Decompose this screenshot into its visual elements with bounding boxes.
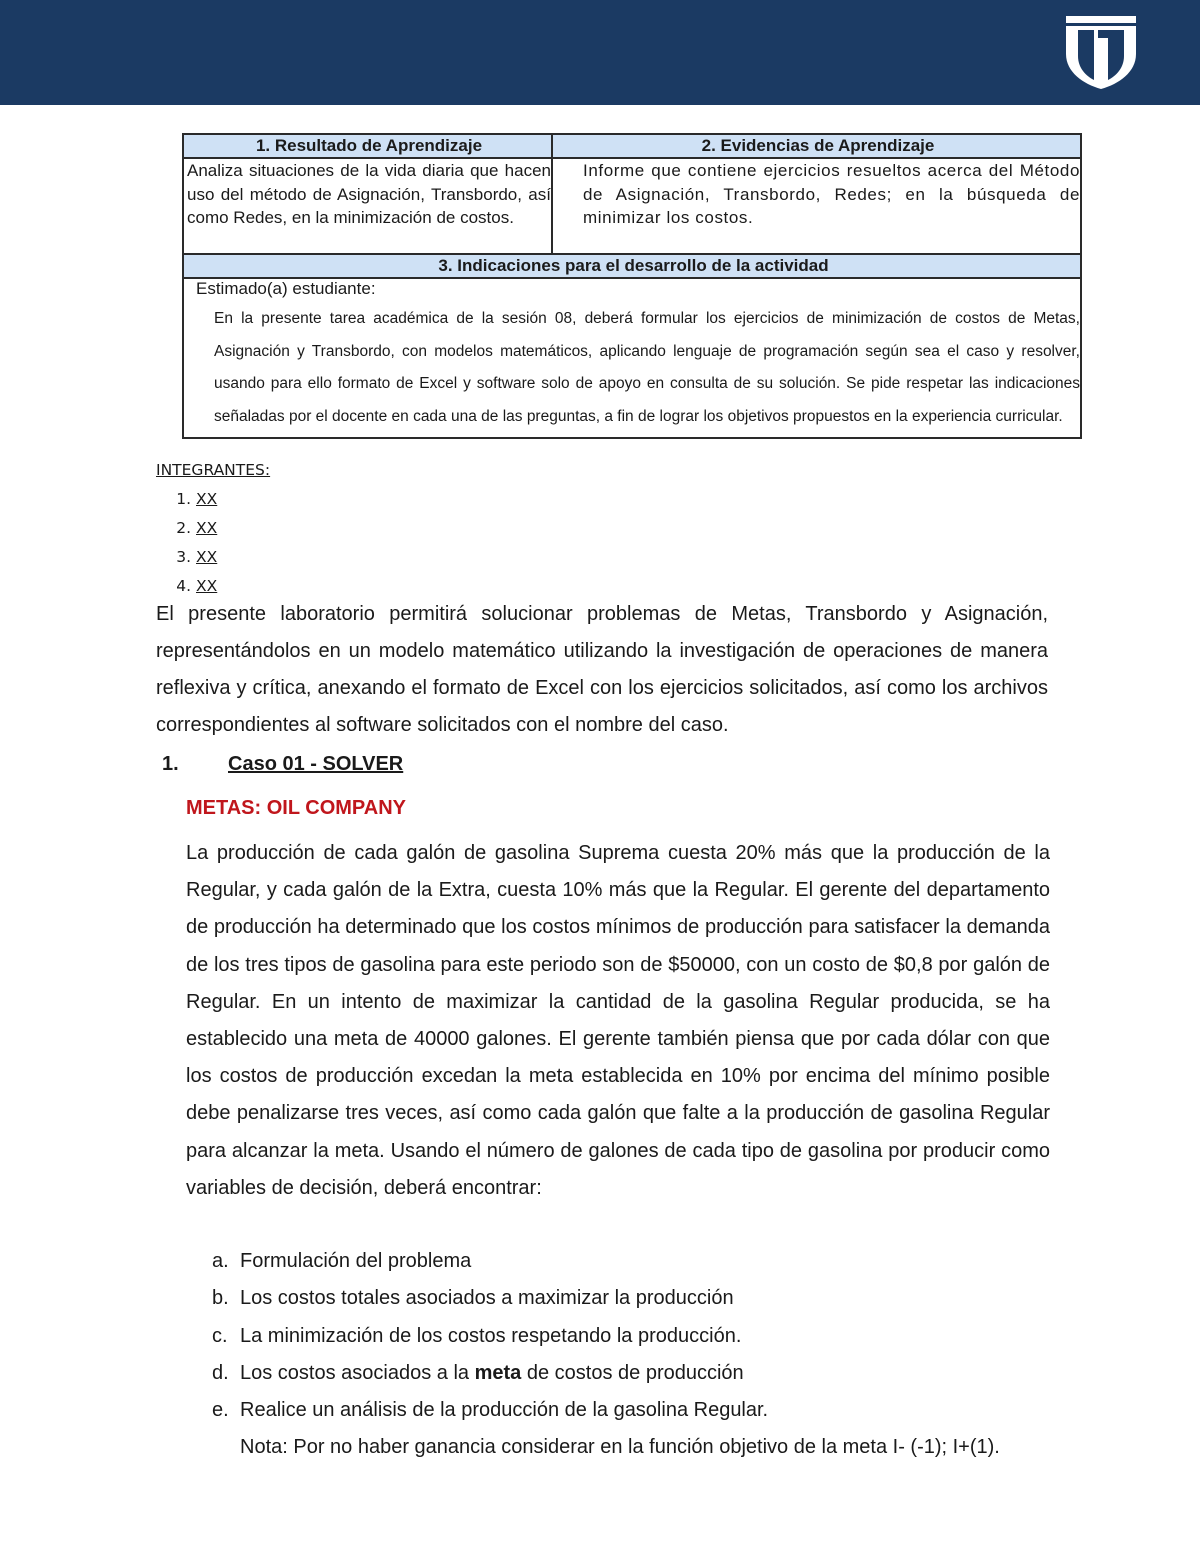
case-number: 1. <box>162 753 179 775</box>
header-band <box>0 0 1200 105</box>
task-list <box>212 1243 1052 1467</box>
members-list <box>156 485 270 601</box>
members-title: INTEGRANTES: <box>156 461 271 479</box>
list-item: 2. XX <box>196 514 270 543</box>
learning-evidence-header: 2. Evidencias de Aprendizaje <box>552 134 1081 158</box>
members-section <box>156 459 270 601</box>
learning-evidence-text: Informe que contiene ejercicios resueltos acerca del Método de Asignación, Transbordo, Redes; en la búsqueda de minimizar los costos. <box>552 158 1081 254</box>
instructions-header: 3. Indicaciones para el desarrollo de la actividad <box>183 254 1081 278</box>
meta-emphasis: meta <box>474 1361 522 1384</box>
case-subtitle: METAS: OIL COMPANY <box>186 797 406 819</box>
list-item: 3. XX <box>196 543 270 572</box>
list-item: c. La minimización de los costos respetando la producción. <box>212 1324 742 1347</box>
instructions-text: En la presente tarea académica de la sesión 08, deberá formular los ejercicios de minimización de costos de Metas, Asignación y Transbordo, con modelos matemáticos, aplicando lenguaje de programación según sea el caso y resolver, usando para ello formato de Excel y software solo de apoyo en consulta de su solución. Se pide respetar las indicaciones señaladas por el docente en cada una de las preguntas, a fin de lograr los objetivos propuestos en la experiencia curricular. <box>214 310 1080 425</box>
list-item: 4. XX <box>196 572 270 601</box>
greeting: Estimado(a) estudiante: <box>196 279 376 298</box>
learning-outcome-text: Analiza situaciones de la vida diaria que hacen uso del método de Asignación, Transbordo, así como Redes, en la minimización de costos. <box>183 158 552 254</box>
learning-outcome-header: 1. Resultado de Aprendizaje <box>183 134 552 158</box>
case-title <box>162 753 403 776</box>
intro-paragraph: El presente laboratorio permitirá solucionar problemas de Metas, Transbordo y Asignación, representándolos en un modelo matemático utilizando la investigación de operaciones de manera reflexiva y crítica, anexando el formato de Excel con los ejercicios solicitados, así como los archivos correspondientes al software solicitados con el nombre del caso. <box>156 603 1048 736</box>
problem-statement: La producción de cada galón de gasolina Suprema cuesta 20% más que la producción de la Regular, y cada galón de la Extra, cuesta 10% más que la Regular. El gerente del departamento de producción ha determinado que los costos mínimos de producción para satisfacer la demanda de los tres tipos de gasolina para este periodo son de $50000, con un costo de $0,8 por galón de Regular. En un intento de maximizar la cantidad de la gasolina Regular producida, se ha establecido una meta de 40000 galones. El gerente también piensa que por cada dólar con que los costos de producción excedan la meta establecida en 10% por encima del mínimo posible debe penalizarse tres veces, así como cada galón que falte a la producción de gasolina Regular para alcanzar la meta. Usando el número de galones de cada tipo de gasolina por producir como variables de decisión, deberá encontrar: <box>186 842 1050 1199</box>
university-shield-icon <box>1064 14 1138 90</box>
instructions-cell <box>183 278 1081 438</box>
list-item: e. Realice un análisis de la producción de la gasolina Regular. <box>212 1399 769 1422</box>
list-item: 1. XX <box>196 485 270 514</box>
list-item: a. Formulación del problema <box>212 1250 472 1272</box>
list-item: d. Los costos asociados a la meta de costos de producción <box>212 1361 744 1384</box>
list-item: b. Los costos totales asociados a maximizar la producción <box>212 1287 734 1310</box>
activity-table <box>182 133 1082 439</box>
case-title-text: Caso 01 - SOLVER <box>228 753 404 775</box>
note-text: Nota: Por no haber ganancia considerar en la función objetivo de la meta I- (-1); I+(1). <box>240 1436 1000 1459</box>
